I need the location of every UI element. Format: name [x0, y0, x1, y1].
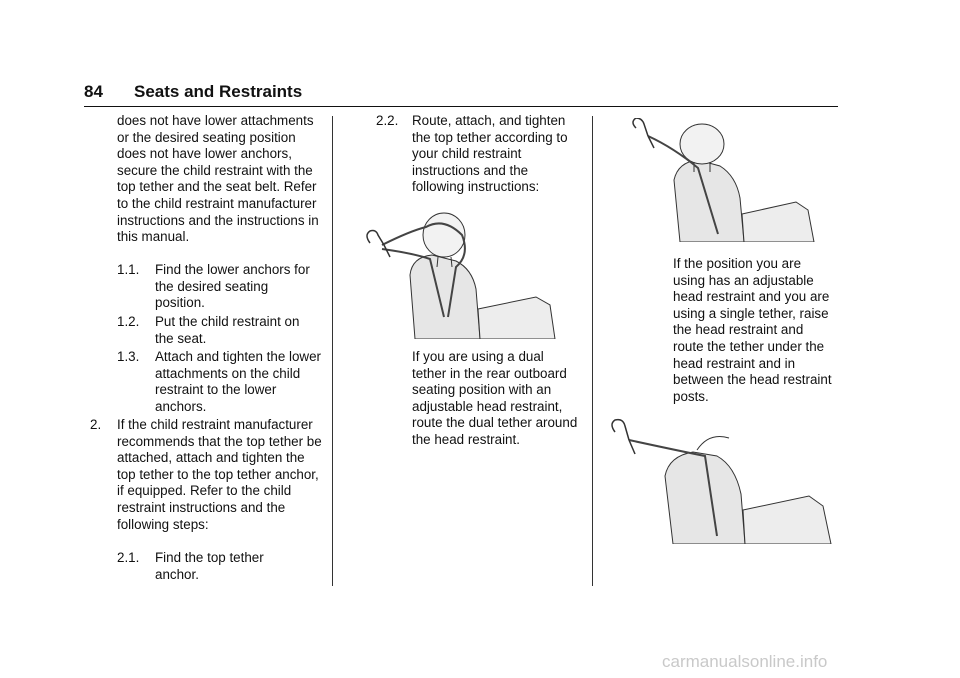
dual-tether-illustration — [360, 205, 560, 339]
seat-cushion-shape — [478, 297, 555, 339]
step-2-1-number: 2.1. — [117, 550, 140, 565]
step-2-2-number: 2.2. — [376, 113, 399, 128]
section-title: Seats and Restraints — [134, 82, 303, 101]
column-divider-right — [592, 116, 593, 586]
step-2-text: If the child restraint manufacturer recommends that the top tether be attached, attach and tighten the top tether to the top tether anchor, if equipped. Refer to the child restraint instructions and the following steps: — [117, 417, 322, 532]
page-header — [84, 80, 838, 107]
tether-hook-shape — [367, 231, 384, 246]
step-2-1-text: Find the top tether anchor. — [155, 550, 264, 582]
step-1-3-text: Attach and tighten the lower attachments on the child restraint to the lower anchors. — [155, 349, 322, 414]
seat-cushion-shape — [743, 496, 831, 544]
step-1-2-number: 1.2. — [117, 314, 140, 329]
head-restraint-shape — [423, 213, 465, 257]
step-2-2-text: Route, attach, and tighten the top tether according to your child restraint instructions and the following instructions: — [412, 113, 568, 195]
single-tether-caption: If the position you are using has an adjustable head restraint and you are using a single tether, raise the head restraint and route the tether under the head restraint and in between the head restraint posts. — [673, 256, 832, 404]
tether-hook-shape — [612, 420, 629, 440]
seat-back-shape — [410, 255, 480, 339]
seat-back-shape — [665, 452, 745, 544]
single-tether-top-illustration — [628, 118, 818, 242]
step-2-number: 2. — [90, 417, 102, 432]
tether-hook-shape — [633, 118, 648, 136]
head-restraint-outline — [697, 437, 729, 451]
column-divider-left — [332, 116, 333, 586]
dual-tether-caption: If you are using a dual tether in the rear outboard seating position with an adjustable head restraint, route the dual tether around the head restraint. — [412, 349, 578, 447]
step-1-1-number: 1.1. — [117, 262, 140, 277]
step-1-1-text: Find the lower anchors for the desired seating position. — [155, 262, 310, 311]
single-tether-bottom-illustration — [605, 410, 835, 544]
step-1-2-text: Put the child restraint on the seat. — [155, 314, 300, 346]
step-1-3-number: 1.3. — [117, 349, 140, 364]
intro-paragraph: does not have lower attachments or the desired seating position does not have lower anchors, secure the child restraint with the top tether and the seat belt. Refer to the child restraint manufacturer instructions and the instructions in this manual. — [117, 113, 319, 245]
page-number: 84 — [84, 82, 103, 101]
watermark: carmanualsonline.info — [662, 652, 828, 671]
seat-cushion-shape — [742, 202, 814, 242]
